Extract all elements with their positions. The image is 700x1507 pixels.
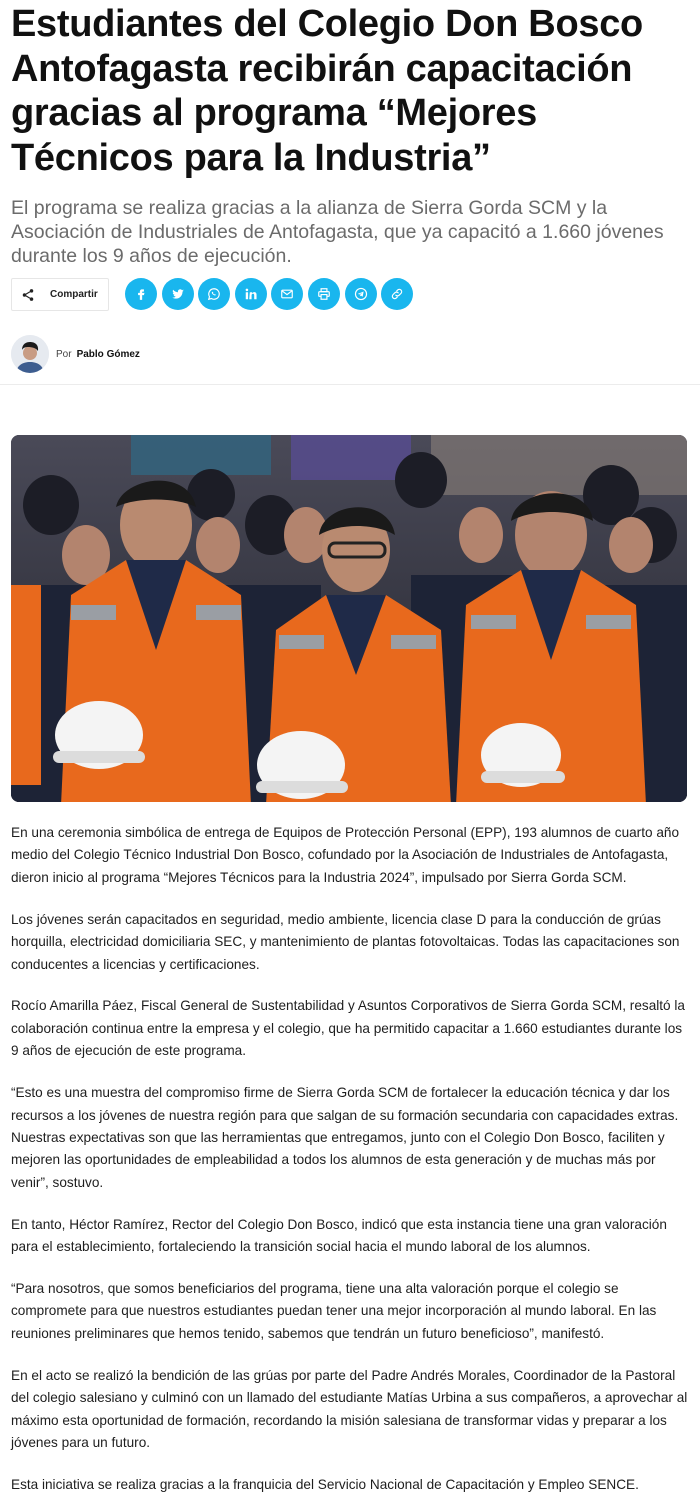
twitter-share-button[interactable] bbox=[162, 278, 194, 310]
telegram-icon bbox=[354, 287, 368, 301]
body-paragraph: En una ceremonia simbólica de entrega de Equipos de Protección Personal (EPP), 193 alumnos de cuarto año medio del Colegio Técnico Industrial Don Bosco, cofundado por la Asociación de Industriales de Antofagasta, dieron inicio al programa “Mejores Técnicos para la Industria 2024”, impulsado por Sierra Gorda SCM. bbox=[11, 825, 680, 885]
body-paragraph: Esta iniciativa se realiza gracias a la franquicia del Servicio Nacional de Capacitación y Empleo SENCE. bbox=[11, 1476, 639, 1492]
author-name[interactable]: Pablo Gómez bbox=[76, 348, 140, 360]
article-headline: Estudiantes del Colegio Don Bosco Antofagasta recibirán capacitación gracias al programa “Mejores Técnicos para la Industria” bbox=[11, 3, 643, 179]
body-paragraph: Los jóvenes serán capacitados en seguridad, medio ambiente, licencia clase D para la conducción de grúas horquilla, electricidad domiciliaria SEC, y mantenimiento de plantas fotovoltaicas. Todas las capacitaciones son conducentes a licencias y certificaciones. bbox=[11, 911, 680, 972]
mail-icon bbox=[280, 287, 294, 301]
social-share-bar bbox=[125, 278, 413, 310]
whatsapp-share-button[interactable] bbox=[198, 278, 230, 310]
body-paragraph: En tanto, Héctor Ramírez, Rector del Colegio Don Bosco, indicó que esta instancia tiene una gran valoración para el establecimiento, fortaleciendo la transición social hacia el mundo laboral de los alumnos. bbox=[11, 1216, 667, 1255]
body-paragraph: “Para nosotros, que somos beneficiarios del programa, tiene una alta valoración porque el colegio se compromete para que nuestros estudiantes puedan tener una mejor incorporación al mundo laboral. En las reuniones preliminares que hemos tenido, sabemos que tendrán un futuro beneficioso”, manifestó. bbox=[11, 1281, 657, 1341]
linkedin-icon bbox=[244, 287, 258, 301]
body-paragraph: En el acto se realizó la bendición de las grúas por parte del Padre Andrés Morales, Coordinador de la Pastoral del colegio salesiano y culminó con un llamado del estudiante Matías Urbina a sus compañeros, a aprovechar al máximo esta oportunidad de formación, recordando la misión salesiana de transformar vidas y preparar a los jóvenes para un futuro. bbox=[11, 1367, 688, 1450]
linkedin-share-button[interactable] bbox=[235, 278, 267, 310]
body-paragraph: “Esto es una muestra del compromiso firme de Sierra Gorda SCM de fortalecer la educación técnica y dar los recursos a los jóvenes de nuestra región para que salgan de su formación secundaria con capacidades extras. Nuestras expectativas son que las herramientas que entregamos, junto con el Colegio Don Bosco, faciliten y mejoren las oportunidades de empleabilidad a todos los alumnos de esta generación y de muchas más por venir”, sostuvo. bbox=[11, 1085, 679, 1190]
link-icon bbox=[390, 287, 404, 301]
author-byline bbox=[11, 335, 140, 373]
author-avatar[interactable] bbox=[11, 335, 49, 373]
twitter-icon bbox=[171, 287, 185, 301]
author-prefix: Por bbox=[56, 348, 72, 360]
facebook-share-button[interactable] bbox=[125, 278, 157, 310]
share-label: Compartir bbox=[50, 289, 98, 300]
share-icon bbox=[21, 288, 35, 302]
whatsapp-icon bbox=[207, 287, 221, 301]
hero-image-students-safety-vests bbox=[11, 435, 687, 802]
share-button[interactable] bbox=[11, 278, 109, 311]
body-paragraph: Rocío Amarilla Páez, Fiscal General de Sustentabilidad y Asuntos Corporativos de Sierra Gorda SCM, resaltó la colaboración continua entre la empresa y el colegio, que ha permitido capacitar a 1.660 estudiantes durante los 9 años de ejecución de este programa. bbox=[11, 998, 685, 1059]
telegram-share-button[interactable] bbox=[345, 278, 377, 310]
facebook-icon bbox=[134, 287, 148, 301]
print-icon bbox=[317, 287, 331, 301]
article-body bbox=[11, 822, 691, 1507]
article-subtitle: El programa se realiza gracias a la alianza de Sierra Gorda SCM y la Asociación de Industriales de Antofagasta, que ya capacitó a 1.660 jóvenes durante los 9 años de ejecución. bbox=[11, 197, 664, 267]
copy-link-button[interactable] bbox=[381, 278, 413, 310]
print-button[interactable] bbox=[308, 278, 340, 310]
email-share-button[interactable] bbox=[271, 278, 303, 310]
header-divider bbox=[0, 384, 700, 385]
